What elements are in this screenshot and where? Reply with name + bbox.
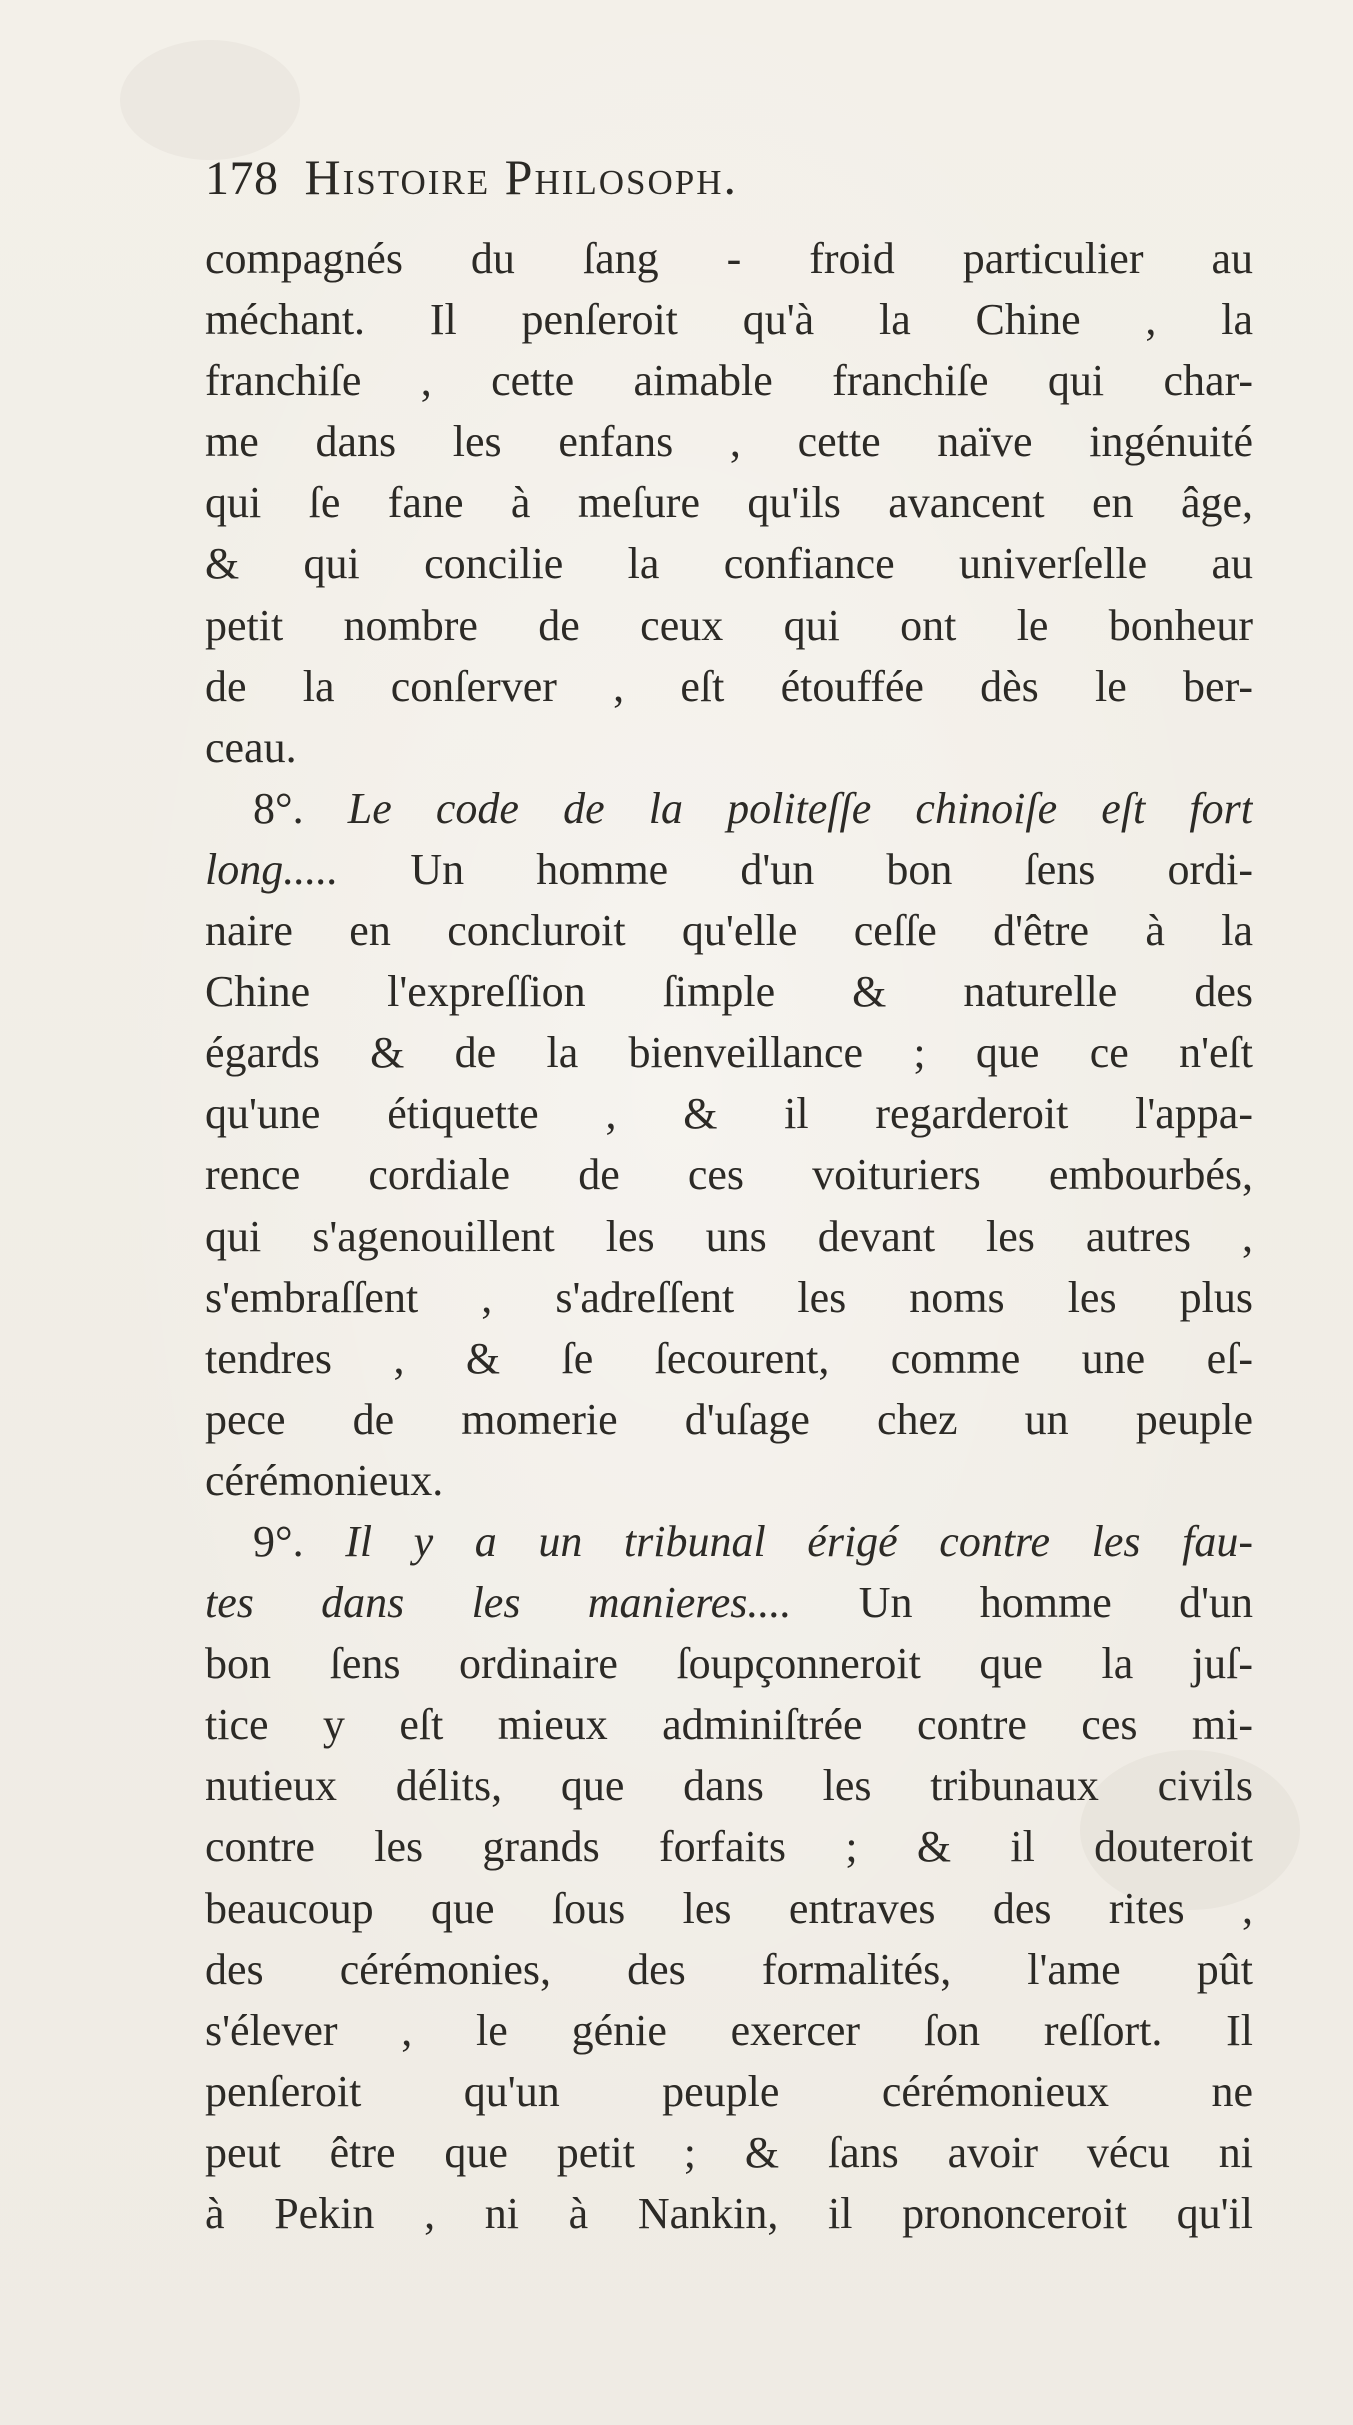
text-line: penſeroit qu'un peuple cérémonieux ne [205,2066,1253,2116]
text-line: contre les grands forfaits ; & il douteroit [205,1822,1253,1872]
text-line: long..... Un homme d'un bon ſens ordi- [205,844,1253,894]
body-text [205,228,1253,2244]
text-line: me dans les enfans , cette naïve ingénuité [205,417,1253,467]
text-line: de la conſerver , eſt étouffée dès le ber- [205,661,1253,711]
text-line: nutieux délits, que dans les tribunaux civils [205,1761,1253,1811]
text-line: cérémonieux. [205,1455,444,1505]
text-line: rence cordiale de ces voituriers embourbés, [205,1150,1253,1200]
text-line: tendres , & ſe ſecourent, comme une eſ- [205,1333,1253,1383]
text-line: compagnés du ſang - froid particulier au [205,234,1253,283]
paper-stain [120,40,300,160]
page-number: 178 [205,152,279,205]
text-line: pece de momerie d'uſage chez un peuple [205,1394,1253,1444]
text-line: qu'une étiquette , & il regarderoit l'appa- [205,1089,1253,1139]
text-line: peut être que petit ; & ſans avoir vécu ni [205,2127,1253,2177]
text-line: 8°. Le code de la politeſſe chinoiſe eſt fort [253,783,1253,833]
text-line: franchiſe , cette aimable franchiſe qui char- [205,356,1253,406]
text-line: tice y eſt mieux adminiſtrée contre ces mi- [205,1700,1253,1750]
text-line: égards & de la bienveillance ; que ce n'eſt [205,1028,1253,1078]
text-line: beaucoup que ſous les entraves des rites , [205,1883,1253,1933]
text-line: bon ſens ordinaire ſoupçonneroit que la juſ- [205,1639,1253,1689]
text-line: & qui concilie la confiance univerſelle au [205,539,1253,589]
text-line: qui ſe fane à meſure qu'ils avancent en âge, [205,478,1253,528]
page-header [205,148,1205,218]
text-line: des cérémonies, des formalités, l'ame pût [205,1944,1253,1994]
text-line: petit nombre de ceux qui ont le bonheur [205,600,1253,650]
text-line: 9°. Il y a un tribunal érigé contre les fau- [253,1516,1253,1566]
text-line: qui s'agenouillent les uns devant les autres , [205,1211,1253,1261]
text-line: s'élever , le génie exercer ſon reſſort. Il [205,2005,1253,2055]
text-line: naire en concluroit qu'elle ceſſe d'être à la [205,906,1253,956]
running-title: Histoire Philosoph. [304,149,739,205]
text-line: Chine l'expreſſion ſimple & naturelle des [205,967,1253,1017]
text-line: méchant. Il penſeroit qu'à la Chine , la [205,295,1253,345]
text-line: tes dans les manieres.... Un homme d'un [205,1578,1253,1628]
text-line: à Pekin , ni à Nankin, il prononceroit qu'il [205,2189,1253,2238]
text-line: s'embraſſent , s'adreſſent les noms les plus [205,1272,1253,1322]
text-line: ceau. [205,722,297,772]
